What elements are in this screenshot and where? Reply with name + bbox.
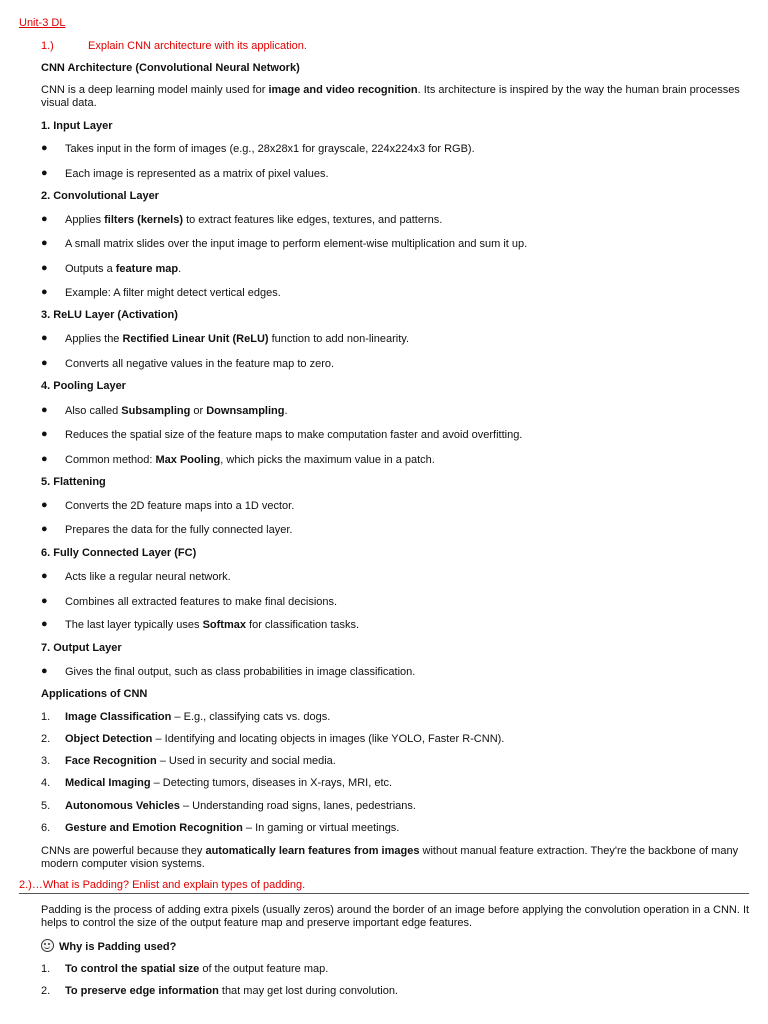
section-heading: 6. Fully Connected Layer (FC) [41, 547, 197, 559]
bullet-dot: ● [41, 428, 48, 440]
list-item-text: Applies filters (kernels) to extract features like edges, textures, and patterns. [65, 214, 443, 226]
list-item-text: Common method: Max Pooling, which picks the maximum value in a patch. [65, 454, 435, 466]
list-item-text: Acts like a regular neural network. [65, 571, 231, 583]
section-heading: 7. Output Layer [41, 642, 122, 654]
bullet-dot: ● [41, 523, 48, 535]
list-item-text: Each image is represented as a matrix of pixel values. [65, 168, 329, 180]
applications-heading: Applications of CNN [41, 688, 148, 700]
padding-paragraph: Padding is the process of adding extra pixels (usually zeros) around the border of an image before applying the convolution operation in a CNN. It helps to control the size of the output feature map and preserve important edge features. [41, 904, 750, 929]
section-heading: 5. Flattening [41, 476, 106, 488]
list-item-text: Example: A filter might detect vertical edges. [65, 287, 281, 299]
bullet-dot: ● [41, 570, 48, 582]
divider [19, 893, 749, 894]
section-heading: 4. Pooling Layer [41, 380, 126, 392]
bullet-dot: ● [41, 167, 48, 179]
intro-paragraph [41, 84, 751, 109]
closing-paragraph: CNNs are powerful because they automatically learn features from images without manual feature extraction. They're the backbone of many modern computer vision systems. [41, 845, 739, 870]
bullet-dot: ● [41, 357, 48, 369]
bullet-dot: ● [41, 499, 48, 511]
cnn-architecture-heading: CNN Architecture (Convolutional Neural Network) [41, 62, 300, 74]
list-item-text: Outputs a feature map. [65, 263, 182, 275]
question-2: 2.)…What is Padding? Enlist and explain types of padding. [19, 879, 306, 891]
list-item-text: Converts all negative values in the feature map to zero. [65, 358, 335, 370]
list-item-text: Reduces the spatial size of the feature maps to make computation faster and avoid overfitting. [65, 429, 523, 441]
bullet-dot: ● [41, 404, 48, 416]
list-item-text: Prepares the data for the fully connected layer. [65, 524, 293, 536]
list-item-text: Combines all extracted features to make final decisions. [65, 596, 338, 608]
section-heading: 1. Input Layer [41, 120, 113, 132]
list-item-text: Applies the Rectified Linear Unit (ReLU) function to add non-linearity. [65, 333, 410, 345]
question-1-text: Explain CNN architecture with its application. [88, 40, 307, 52]
list-item-text: Also called Subsampling or Downsampling. [65, 405, 288, 417]
list-item-text: A small matrix slides over the input image to perform element-wise multiplication and sum it up. [65, 238, 528, 250]
list-item-text: The last layer typically uses Softmax for classification tasks. [65, 619, 360, 631]
bullet-dot: ● [41, 453, 48, 465]
bullet-dot: ● [41, 286, 48, 298]
unit-title: Unit-3 DL [19, 17, 66, 29]
intro-text: CNN is a deep learning model mainly used for [41, 84, 269, 96]
list-item-text: Takes input in the form of images (e.g., 28x28x1 for grayscale, 224x224x3 for RGB). [65, 143, 475, 155]
intro-bold: image and video recognition [268, 84, 418, 96]
bullet-dot: ● [41, 142, 48, 154]
bullet-dot: ● [41, 262, 48, 274]
section-heading: 3. ReLU Layer (Activation) [41, 309, 178, 321]
why-padding-heading: Why is Padding used? [41, 939, 176, 953]
smiley-icon [41, 939, 54, 952]
question-1-number: 1.) [41, 40, 54, 52]
section-heading: 2. Convolutional Layer [41, 190, 159, 202]
bullet-dot: ● [41, 332, 48, 344]
list-item-text: Converts the 2D feature maps into a 1D vector. [65, 500, 295, 512]
bullet-dot: ● [41, 237, 48, 249]
document-page: Unit-3 DL 1.) Explain CNN architecture with its application. CNN Architecture (Convolutional Neural Network) CNN is a deep learning model mainly used for image and video recognition. Its architecture is inspired by the way the human brain processes visual data. 1. Input Layer ● Takes input in the form of images (e.g., 28x28x1 for grayscale, 224x224x3 for RGB). ● Each image is represented as a matrix of pixel values. 2. Convolutional Layer ● Applies filters (kernels) to extract features like edges, textures, and patterns. ● A small matrix slides over the input image to perform element-wise multiplication and sum it up. ● Outputs a feature map. ● Example: A filter might detect vertical edges. 3. ReLU Layer (Activation) ● Applies the Rectified Linear Unit (ReLU) function to add non-linearity. ● Converts all negative values in the feature map to zero. 4. Pooling Layer ● Also called Subsampling or Downsampling. ● Reduces the spatial size of the feature maps to make computation faster and avoid overfitting. ● Common method: Max Pooling, which picks the maximum value in a patch. 5. Flattening ● Converts the 2D feature maps into a 1D vector. ● Prepares the data for the fully connected layer. 6. Fully Connected Layer (FC) ● Acts like a regular neural network. ● Combines all extracted features to make final decisions. ● The last layer typically uses Softmax for classification tasks. 7. Output Layer ● Gives the final output, such as class probabilities in image classification. Applications of CNN 1. Image Classification – E.g., classifying cats vs. dogs. 2. Object Detection – Identifying and locating objects in images (like YOLO, Faster R-CNN). 3. Face Recognition – Used in security and social media. 4. Medical Imaging – Detecting tumors, diseases in X-rays, MRI, etc. 5. Autonomous Vehicles – Understanding road signs, lanes, pedestrians. 6. Gesture and Emotion Recognition – In gaming or virtual meetings. CNNs are powerful because they automatically learn features from images without manual feature extraction. They're the backbone of many modern computer vision systems. 2.)…What is Padding? Enlist and explain types of padding. Padding is the process of adding extra pixels (usually zeros) around the border of an image before applying the convolution operation in a CNN. It helps to control the size of the output feature map and preserve important edge features. Why is Padding used? 1. To control the spatial size of the output feature map. 2. To preserve edge information that may get lost during convolution. [19, 17, 750, 997]
bullet-dot: ● [41, 665, 48, 677]
bullet-dot: ● [41, 595, 48, 607]
bullet-dot: ● [41, 213, 48, 225]
bullet-dot: ● [41, 618, 48, 630]
list-item-text: Gives the final output, such as class probabilities in image classification. [65, 666, 416, 678]
intro-text: . Its architecture is inspired by the way the human brain processes visual data. [41, 84, 740, 109]
question-1 [41, 40, 307, 52]
